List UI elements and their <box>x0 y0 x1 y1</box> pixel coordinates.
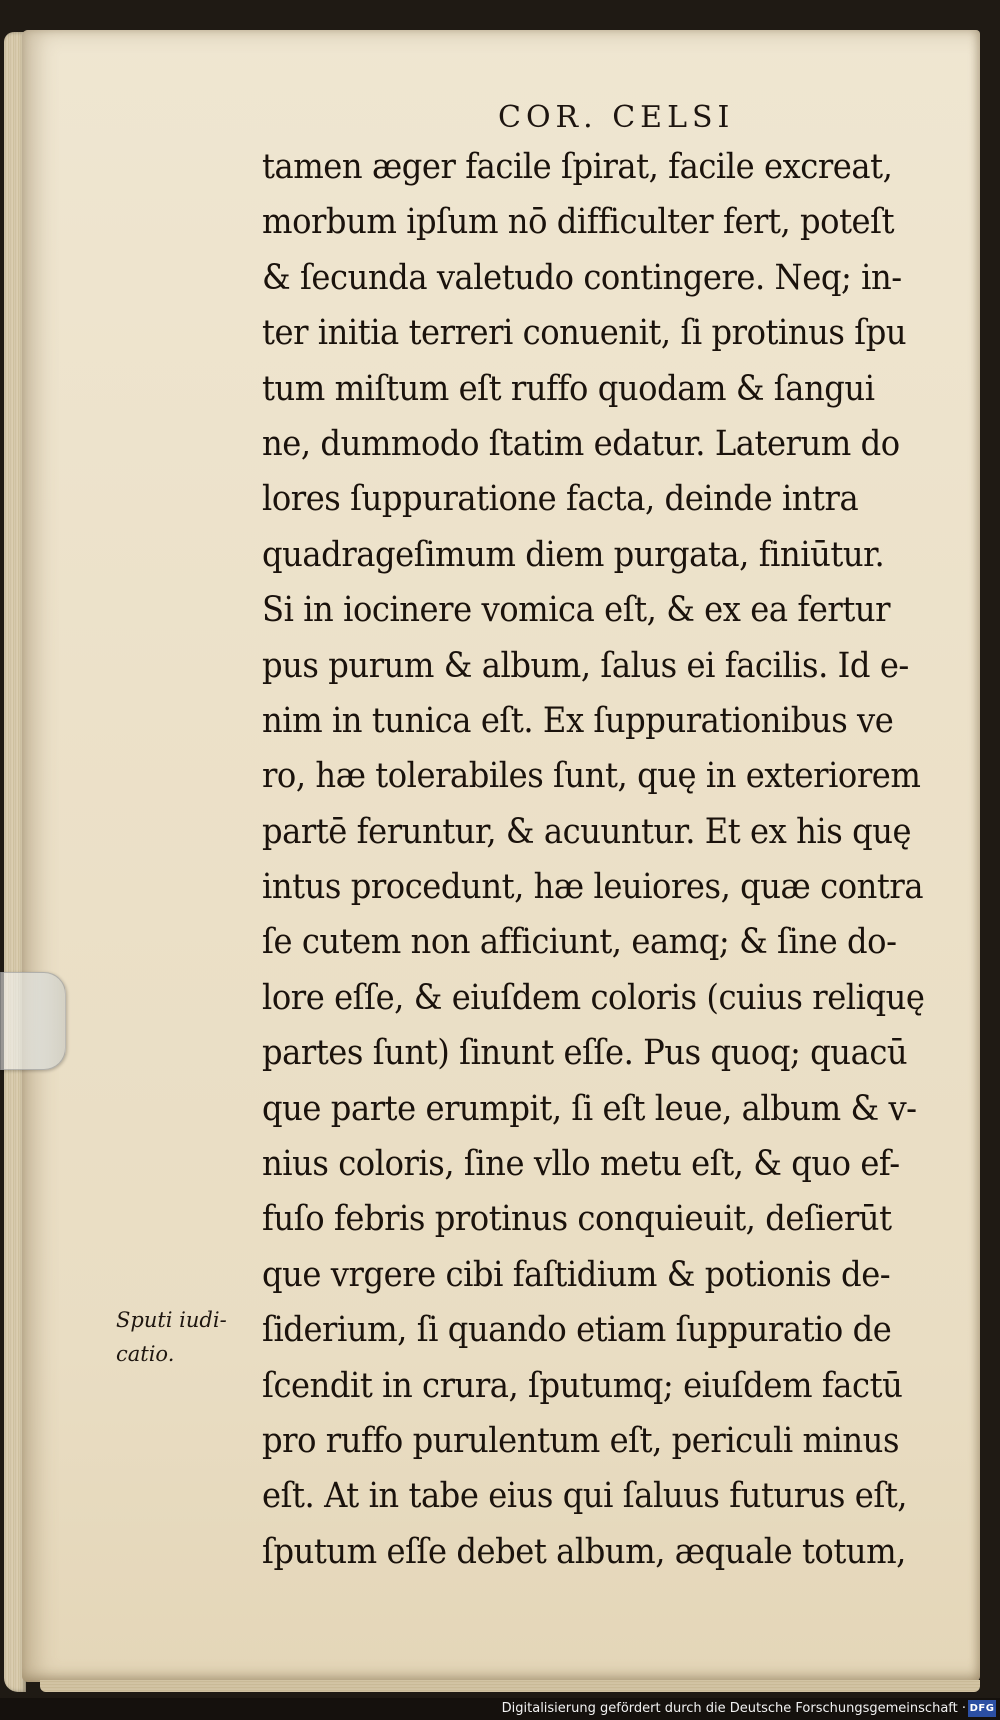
text-line: & ſecunda valetudo contingere. Neq; in- <box>262 257 902 298</box>
text-line: partē feruntur, & acuuntur. Et ex his quę <box>262 811 912 852</box>
text-line: ſiderium, ſi quando etiam ſuppuratio de <box>262 1310 892 1351</box>
page-bottom-edge <box>40 1680 980 1692</box>
text-line: ſcendit in crura, ſputumq; eiuſdem factū <box>262 1365 903 1406</box>
text-line: ſputum eſſe debet album, æquale totum, <box>262 1531 906 1572</box>
body-text <box>262 140 974 1580</box>
text-line: pro ruffo purulentum eſt, periculi minus <box>262 1420 900 1461</box>
text-line: quadrageſimum diem purgata, finiūtur. <box>262 534 885 575</box>
text-line: ro, hæ tolerabiles ſunt, quę in exteriorem <box>262 756 921 797</box>
text-line: ter initia terreri conuenit, ſi protinus ſpu <box>262 313 907 354</box>
text-line: lore eſſe, & eiuſdem coloris (cuius reliquę <box>262 977 925 1018</box>
page-clip <box>0 972 66 1070</box>
dfg-logo: DFG <box>968 1700 996 1717</box>
text-line: morbum ipſum nō difficulter fert, poteſt <box>262 202 895 243</box>
text-line: nim in tunica eſt. Ex ſuppurationibus ve <box>262 700 894 741</box>
text-line: partes ſunt) ſinunt eſſe. Pus quoq; quacū <box>262 1033 908 1074</box>
text-line: fuſo febris protinus conquieuit, deſierūt <box>262 1199 892 1240</box>
text-line: que vrgere cibi faſtidium & potionis de- <box>262 1254 891 1295</box>
text-line: lores ſuppuratione facta, deinde intra <box>262 479 859 520</box>
digitization-credit: Digitalisierung gefördert durch die Deutsche Forschungsgemeinschaft · <box>501 1701 966 1716</box>
text-line: tamen æger facile ſpirat, facile excreat, <box>262 147 893 187</box>
text-line: intus procedunt, hæ leuiores, quæ contra <box>262 867 924 908</box>
text-line: Si in iocinere vomica eſt, & ex ea fertur <box>262 590 891 631</box>
running-head: COR. CELSI <box>498 100 735 135</box>
text-line: eſt. At in tabe eius qui ſaluus futurus eſt, <box>262 1476 908 1517</box>
text-line: nius coloris, ſine vllo metu eſt, & quo ef- <box>262 1144 900 1185</box>
text-line: ne, dummodo ſtatim edatur. Laterum do <box>262 423 900 464</box>
margin-note-line: Sputi iudi- <box>116 1308 227 1332</box>
text-line: que parte erumpit, ſi eſt leue, album & v- <box>262 1088 917 1129</box>
text-line: tum miſtum eſt ruffo quodam & ſangui <box>262 368 875 409</box>
margin-note-line: catio. <box>116 1342 175 1366</box>
text-line: pus purum & album, ſalus ei facilis. Id e- <box>262 645 909 686</box>
margin-note <box>116 1303 256 1371</box>
text-line: ſe cutem non afficiunt, eamq; & ſine do- <box>262 922 897 963</box>
